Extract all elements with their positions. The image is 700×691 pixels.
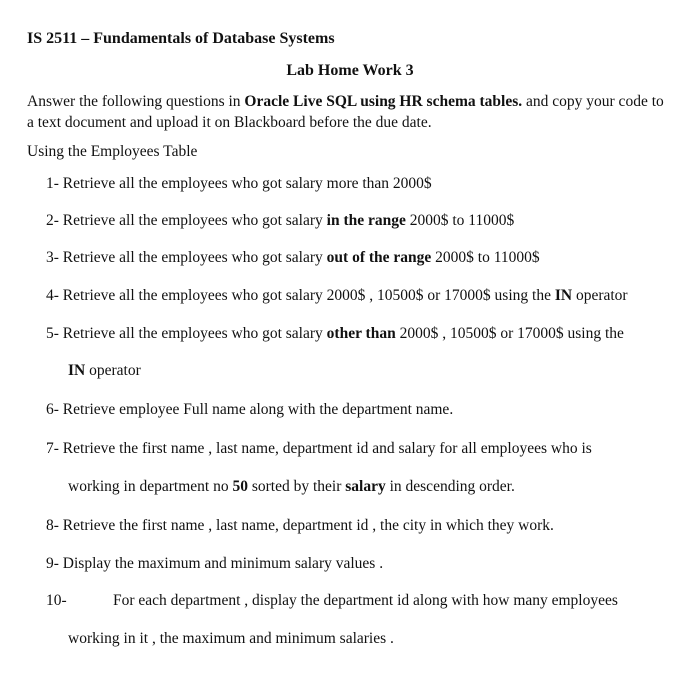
question-emphasis: other than bbox=[326, 325, 396, 342]
question-emphasis: in the range bbox=[326, 212, 406, 229]
question-text: Retrieve all the employees who got salary 2000$ , 10500$ or 17000$ using the bbox=[62, 287, 555, 304]
question-4 bbox=[46, 286, 676, 306]
question-5-continuation bbox=[68, 362, 678, 380]
question-number: 6- bbox=[46, 401, 59, 418]
question-text: Retrieve all the employees who got salary bbox=[62, 325, 327, 342]
question-10-continuation: working in it , the maximum and minimum salaries . bbox=[68, 630, 394, 647]
question-1 bbox=[46, 174, 676, 194]
question-emphasis: out of the range bbox=[326, 249, 432, 266]
question-text: 2000$ to 11000$ bbox=[405, 212, 515, 229]
question-text: operator bbox=[85, 362, 141, 379]
question-text: operator bbox=[572, 287, 628, 304]
question-number: 7- bbox=[46, 440, 59, 457]
question-7-continuation bbox=[68, 478, 678, 496]
question-8 bbox=[46, 516, 676, 536]
question-text: Display the maximum and minimum salary values . bbox=[62, 555, 384, 572]
question-10: For each department , display the department id along with how many employees bbox=[113, 592, 618, 609]
question-9 bbox=[46, 554, 676, 574]
question-number: 3- bbox=[46, 249, 59, 266]
question-7 bbox=[46, 439, 676, 459]
table-intro: Using the Employees Table bbox=[27, 143, 198, 160]
question-text: working in department no bbox=[68, 478, 233, 495]
instructions-text-1: Answer the following questions in bbox=[27, 93, 245, 110]
question-text: Retrieve the first name , last name, department id , the city in which they work. bbox=[62, 517, 554, 534]
question-number: 8- bbox=[46, 517, 59, 534]
question-text: Retrieve employee Full name along with the department name. bbox=[62, 401, 454, 418]
question-text: 2000$ to 11000$ bbox=[431, 249, 540, 266]
question-5 bbox=[46, 324, 676, 344]
assignment-title: Lab Home Work 3 bbox=[286, 62, 414, 79]
question-text: in descending order. bbox=[385, 478, 515, 495]
question-emphasis: IN bbox=[68, 362, 86, 379]
question-emphasis: 50 bbox=[232, 478, 248, 495]
question-text: Retrieve all the employees who got salary more than 2000$ bbox=[62, 175, 432, 192]
instructions-text-2: and copy your code to a text document and upload it on Blackboard before the due date. bbox=[27, 93, 664, 131]
question-number: 9- bbox=[46, 555, 59, 572]
instructions-emphasis: Oracle Live SQL using HR schema tables. bbox=[244, 93, 523, 110]
question-number: 4- bbox=[46, 287, 59, 304]
question-text: Retrieve all the employees who got salary bbox=[62, 212, 327, 229]
question-number: 5- bbox=[46, 325, 59, 342]
question-3 bbox=[46, 248, 676, 268]
question-10-number: 10- bbox=[46, 592, 67, 609]
question-number: 2- bbox=[46, 212, 59, 229]
question-text: Retrieve all the employees who got salary bbox=[62, 249, 327, 266]
instructions-paragraph bbox=[27, 91, 672, 133]
question-emphasis: IN bbox=[554, 287, 573, 304]
question-6 bbox=[46, 400, 676, 420]
question-number: 1- bbox=[46, 175, 59, 192]
question-emphasis: salary bbox=[345, 478, 386, 495]
question-text: 2000$ , 10500$ or 17000$ using the bbox=[395, 325, 624, 342]
question-text: Retrieve the first name , last name, department id and salary for all employees who is bbox=[62, 440, 592, 457]
question-text: sorted by their bbox=[247, 478, 346, 495]
course-title: IS 2511 – Fundamentals of Database Systems bbox=[27, 30, 335, 47]
question-2 bbox=[46, 211, 676, 231]
